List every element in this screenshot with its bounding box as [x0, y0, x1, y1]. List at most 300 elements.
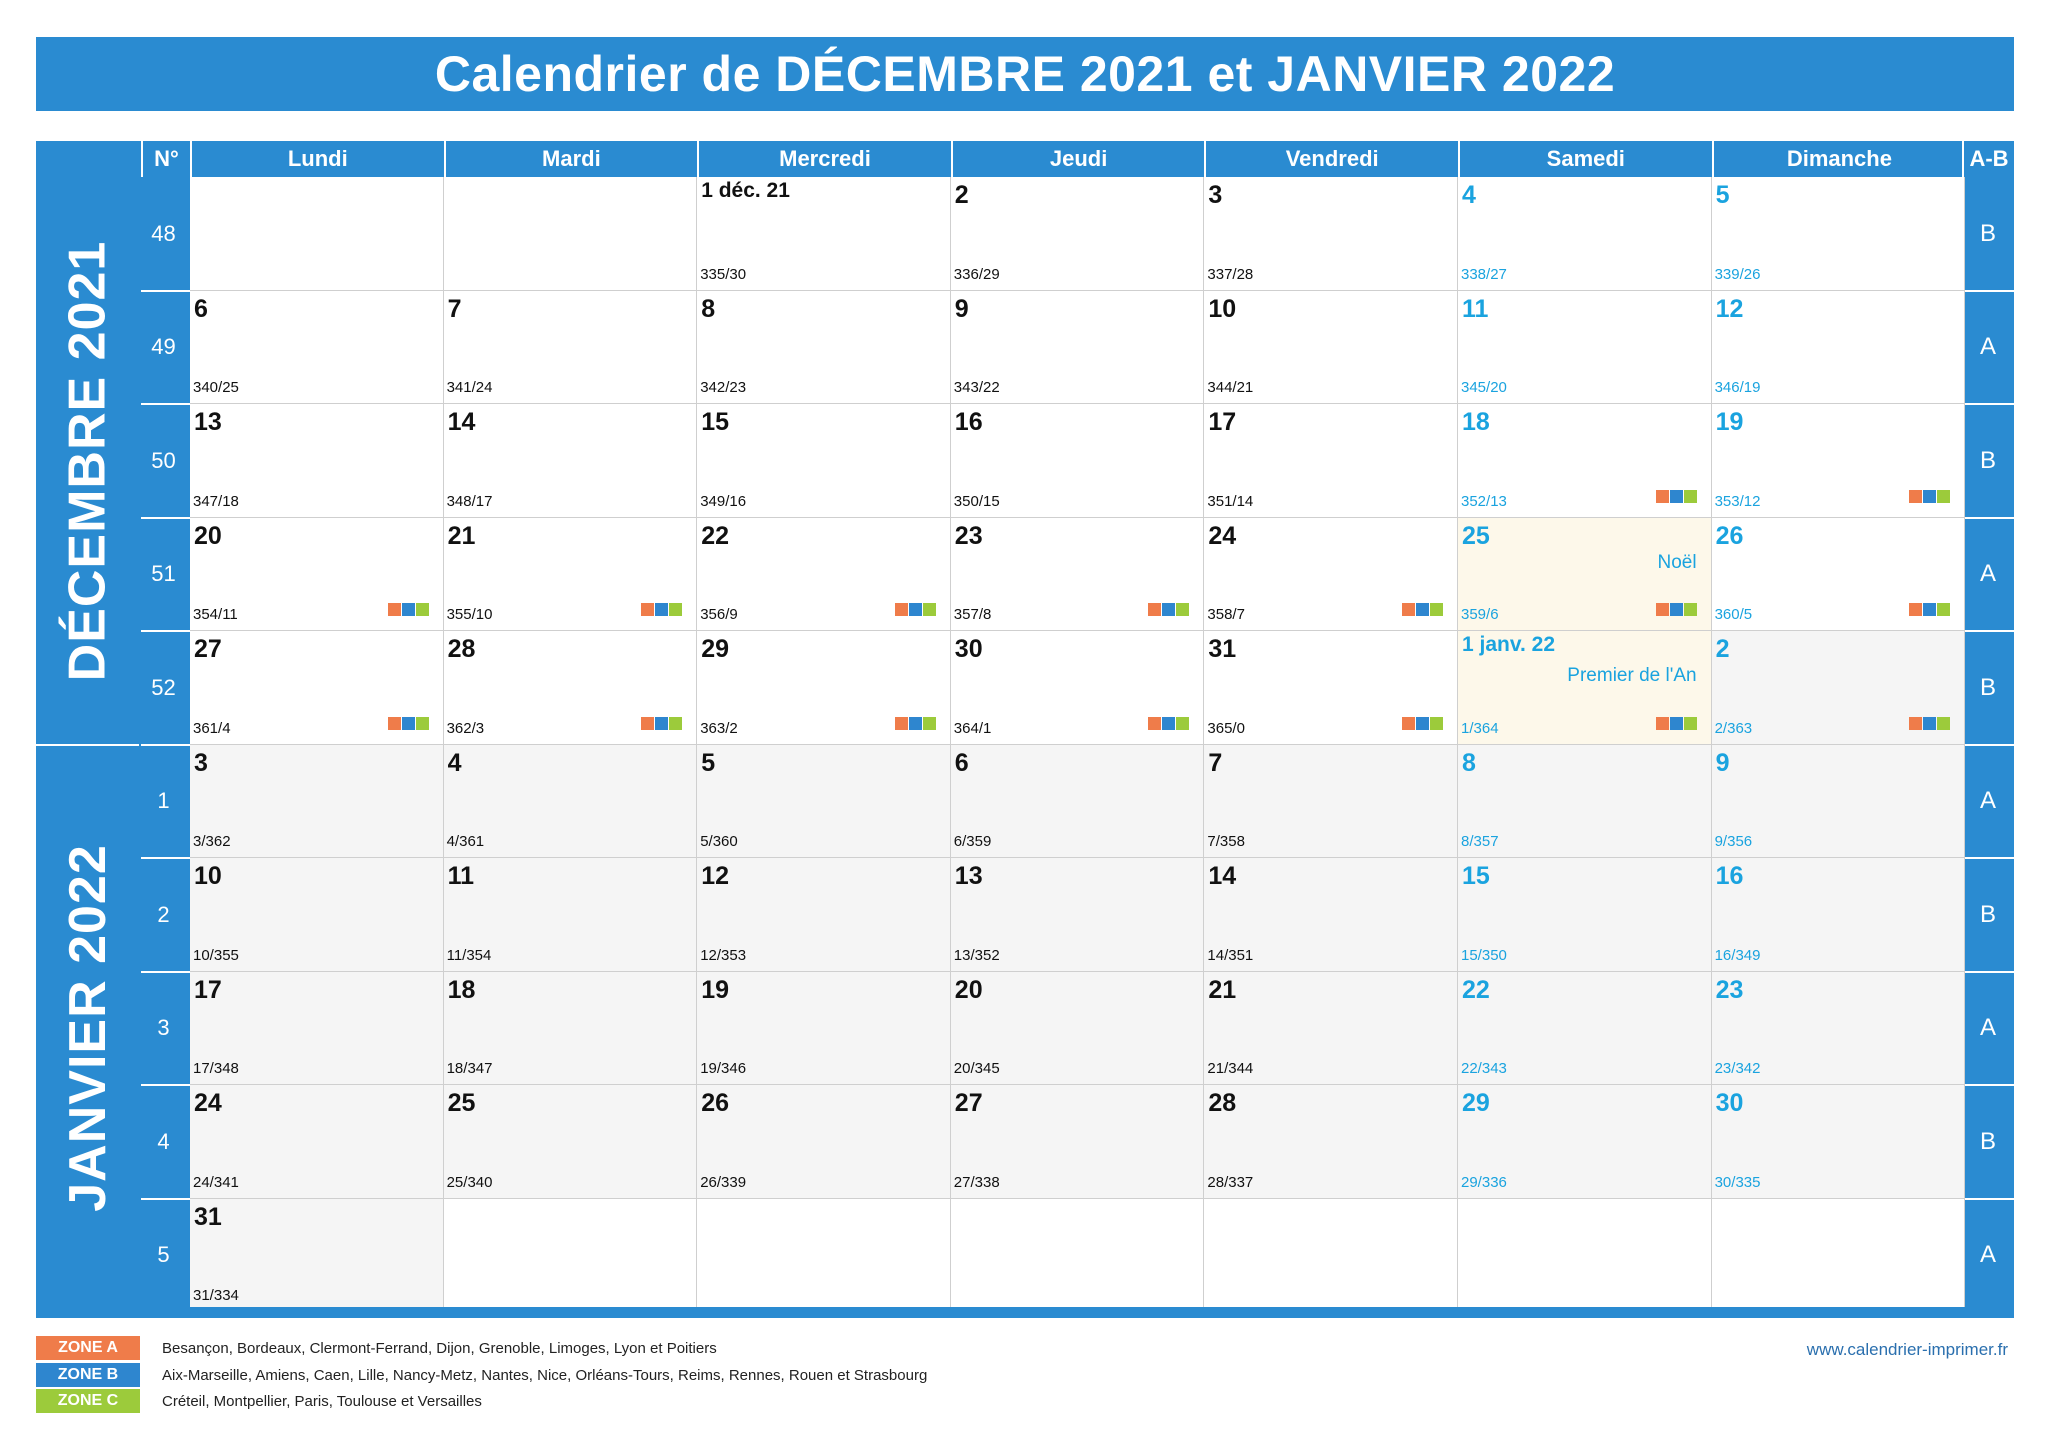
- zone-b-square: [1416, 717, 1429, 730]
- day-cell[interactable]: [190, 404, 444, 518]
- website-link[interactable]: www.calendrier-imprimer.fr: [1806, 1340, 2008, 1359]
- day-cell[interactable]: [697, 858, 951, 972]
- day-cell[interactable]: [444, 858, 698, 972]
- day-ordinal: 17/348: [193, 1060, 239, 1077]
- day-number: 29: [701, 635, 729, 663]
- week-ab-letter: A: [1979, 787, 1996, 815]
- zone-b-square: [1162, 717, 1175, 730]
- month-band-2: [36, 745, 139, 1313]
- zone-c-square: [1430, 603, 1443, 616]
- empty-day-cell: [444, 1199, 698, 1313]
- vacation-zones-icon: [1656, 717, 1697, 730]
- day-ordinal: 6/359: [953, 833, 992, 850]
- day-cell[interactable]: [444, 745, 698, 859]
- zone-tag: ZONE C: [36, 1389, 140, 1413]
- week-number: 52: [151, 674, 176, 700]
- zone-c-square: [1176, 717, 1189, 730]
- zone-tag: ZONE B: [36, 1363, 140, 1387]
- day-cell[interactable]: [951, 972, 1205, 1086]
- day-number: 27: [954, 1089, 983, 1117]
- week-number: 51: [151, 561, 176, 587]
- empty-day-cell: [190, 177, 444, 291]
- zone-c-square: [1937, 717, 1950, 730]
- zone-a-square: [1909, 717, 1922, 730]
- day-cell[interactable]: [1204, 404, 1458, 518]
- day-header-2: Mardi: [444, 141, 698, 177]
- day-cell[interactable]: [444, 972, 698, 1086]
- day-number: 7: [447, 294, 462, 323]
- zone-c-square: [669, 717, 682, 730]
- day-ordinal: 337/28: [1207, 265, 1254, 283]
- zone-c-square: [923, 603, 936, 616]
- day-cell[interactable]: [1712, 745, 1966, 859]
- day-cell[interactable]: [1712, 1085, 1966, 1199]
- zone-tag: ZONE A: [36, 1336, 140, 1360]
- day-ordinal: 347/18: [193, 492, 239, 510]
- day-ordinal: 20/345: [953, 1060, 1000, 1077]
- calendar-grid: [36, 141, 2014, 1318]
- day-cell[interactable]: [444, 291, 698, 405]
- day-ordinal: 27/338: [953, 1173, 1000, 1191]
- day-cell[interactable]: [697, 291, 951, 405]
- day-cell[interactable]: [444, 518, 698, 632]
- empty-day-cell: [1458, 1199, 1712, 1313]
- zone-a-square: [1402, 717, 1415, 730]
- zone-cities: Besançon, Bordeaux, Clermont-Ferrand, Dijon, Grenoble, Limoges, Lyon et Poitiers: [162, 1339, 717, 1357]
- vacation-zones-icon: [1656, 490, 1697, 503]
- day-number: 15: [1462, 862, 1490, 890]
- day-cell[interactable]: [444, 631, 698, 745]
- day-ordinal: 350/15: [953, 492, 1000, 510]
- day-number: 9: [1715, 748, 1730, 777]
- zone-a-square: [1656, 603, 1669, 616]
- day-number: 4: [447, 748, 462, 777]
- week-number: 1: [157, 788, 170, 814]
- day-number: 28: [1208, 1089, 1237, 1117]
- day-number: 27: [194, 635, 222, 663]
- zone-a-square: [1402, 603, 1415, 616]
- day-number: 23: [1715, 975, 1744, 1004]
- week-ab-letter: A: [1979, 1241, 1996, 1269]
- day-cell[interactable]: [1712, 518, 1966, 632]
- day-ordinal: 345/20: [1461, 379, 1507, 396]
- day-number: 18: [447, 975, 476, 1004]
- day-cell[interactable]: [1458, 745, 1712, 859]
- week-ab-letter: B: [1979, 446, 1996, 474]
- day-number: 24: [1208, 521, 1237, 550]
- vacation-zones-icon: [1402, 717, 1443, 730]
- day-cell[interactable]: [697, 745, 951, 859]
- zone-c-square: [416, 717, 429, 730]
- zone-c-square: [1937, 603, 1950, 616]
- day-number: 26: [1715, 521, 1744, 550]
- day-cell[interactable]: [1458, 518, 1712, 632]
- day-number: 13: [194, 408, 222, 436]
- day-number: 13: [954, 862, 983, 890]
- day-header-5: Vendredi: [1204, 141, 1458, 177]
- day-ordinal: 25/340: [446, 1173, 493, 1191]
- day-ordinal: 344/21: [1207, 379, 1254, 396]
- holiday-name: Noël: [1657, 551, 1697, 573]
- day-number: 17: [194, 975, 222, 1004]
- vacation-zones-icon: [1909, 717, 1950, 730]
- day-cell[interactable]: [1204, 518, 1458, 632]
- day-cell[interactable]: [1458, 177, 1712, 291]
- day-cell[interactable]: [1204, 177, 1458, 291]
- day-number: 12: [1715, 294, 1744, 323]
- empty-day-cell: [951, 1199, 1205, 1313]
- day-number: 19: [1715, 408, 1744, 436]
- day-number: 24: [194, 1089, 222, 1117]
- week-number-header: N°: [141, 141, 190, 177]
- day-ordinal: 352/13: [1461, 492, 1507, 510]
- day-cell[interactable]: [697, 972, 951, 1086]
- day-ordinal: 341/24: [446, 379, 493, 396]
- day-ordinal: 362/3: [446, 719, 485, 737]
- day-ordinal: 343/22: [953, 379, 1000, 396]
- week-ab-letter: B: [1979, 219, 1996, 247]
- week-ab-letter: B: [1979, 1127, 1996, 1155]
- zone-b-square: [655, 603, 668, 616]
- day-number: 8: [1462, 748, 1476, 777]
- day-number: 3: [1208, 181, 1223, 209]
- day-number: 3: [194, 748, 208, 777]
- day-number: 5: [701, 748, 716, 777]
- week-ab-letter: B: [1979, 673, 1996, 701]
- day-number: 16: [954, 408, 983, 436]
- day-cell[interactable]: [951, 404, 1205, 518]
- day-number: 30: [954, 635, 983, 663]
- week-ab-letter: B: [1979, 900, 1996, 928]
- day-ordinal: 365/0: [1207, 719, 1245, 737]
- zone-a-square: [1148, 603, 1161, 616]
- day-number: 1 déc. 21: [701, 179, 790, 202]
- day-cell[interactable]: [951, 177, 1205, 291]
- zone-c-square: [1684, 490, 1697, 503]
- day-ordinal: 355/10: [446, 606, 493, 623]
- legend-row-zone-b: [36, 1363, 927, 1387]
- zone-b-square: [402, 717, 415, 730]
- zone-b-square: [402, 603, 415, 616]
- day-number: 10: [1208, 294, 1237, 323]
- day-number: 17: [1208, 408, 1237, 436]
- zone-c-square: [1684, 603, 1697, 616]
- holiday-name: Premier de l'An: [1567, 665, 1697, 686]
- day-ordinal: 13/352: [953, 946, 1000, 964]
- title-bar: [36, 37, 2014, 111]
- day-ordinal: 22/343: [1461, 1060, 1507, 1077]
- day-cell[interactable]: [951, 518, 1205, 632]
- day-ordinal: 351/14: [1207, 492, 1254, 510]
- legend-row-zone-a: [36, 1336, 717, 1360]
- zone-a-square: [388, 603, 401, 616]
- zone-b-square: [1670, 717, 1683, 730]
- day-number: 1 janv. 22: [1462, 633, 1556, 656]
- day-ordinal: 8/357: [1461, 833, 1499, 850]
- zone-c-square: [1176, 603, 1189, 616]
- zone-a-square: [641, 603, 654, 616]
- day-number: 9: [954, 294, 969, 323]
- zone-a-square: [1148, 717, 1161, 730]
- day-ordinal: 24/341: [193, 1173, 239, 1191]
- day-number: 2: [1715, 635, 1730, 663]
- day-ordinal: 349/16: [700, 492, 747, 510]
- day-cell[interactable]: [1458, 404, 1712, 518]
- day-number: 31: [1208, 635, 1237, 663]
- zone-a-square: [641, 717, 654, 730]
- day-cell[interactable]: [190, 745, 444, 859]
- zone-c-square: [923, 717, 936, 730]
- vacation-zones-icon: [641, 717, 682, 730]
- week-ab-letter: A: [1979, 333, 1996, 361]
- day-ordinal: 354/11: [193, 606, 238, 623]
- day-number: 10: [194, 862, 222, 890]
- zone-b-square: [1162, 603, 1175, 616]
- day-ordinal: 28/337: [1207, 1173, 1254, 1191]
- bottom-band: [36, 1307, 2014, 1318]
- day-ordinal: 18/347: [446, 1060, 493, 1077]
- day-ordinal: 10/355: [193, 946, 239, 964]
- day-number: 6: [954, 748, 969, 777]
- day-cell[interactable]: [951, 745, 1205, 859]
- day-ordinal: 15/350: [1461, 946, 1507, 964]
- day-number: 21: [1208, 975, 1237, 1004]
- day-ordinal: 348/17: [446, 492, 493, 510]
- day-ordinal: 364/1: [953, 719, 992, 737]
- day-ordinal: 31/334: [193, 1287, 239, 1304]
- day-number: 23: [954, 521, 983, 550]
- week-number: 5: [157, 1242, 170, 1268]
- day-cell[interactable]: [1712, 291, 1966, 405]
- day-number: 7: [1208, 748, 1223, 777]
- day-cell[interactable]: [190, 291, 444, 405]
- day-ordinal: 346/19: [1714, 379, 1761, 396]
- day-ordinal: 9/356: [1714, 833, 1753, 850]
- day-cell[interactable]: [951, 1085, 1205, 1199]
- week-number: 48: [151, 220, 176, 246]
- day-number: 28: [447, 635, 476, 663]
- day-cell[interactable]: [1458, 858, 1712, 972]
- day-number: 31: [194, 1202, 222, 1231]
- month-label: JANVIER 2022: [58, 844, 117, 1213]
- zone-cities: Aix-Marseille, Amiens, Caen, Lille, Nancy-Metz, Nantes, Nice, Orléans-Tours, Reims, Rennes, Rouen et Strasbourg: [162, 1366, 928, 1384]
- zone-a-square: [1909, 603, 1922, 616]
- day-header-3: Mercredi: [697, 141, 951, 177]
- day-cell[interactable]: [190, 1085, 444, 1199]
- zone-a-square: [895, 717, 908, 730]
- day-cell[interactable]: [697, 1085, 951, 1199]
- day-ordinal: 342/23: [700, 379, 747, 396]
- day-ordinal: 340/25: [193, 379, 239, 396]
- day-number: 20: [954, 975, 983, 1004]
- day-ordinal: 360/5: [1714, 606, 1753, 623]
- day-number: 14: [1208, 862, 1237, 890]
- day-ordinal: 12/353: [700, 946, 747, 964]
- week-number: 4: [157, 1128, 170, 1154]
- day-cell[interactable]: [697, 404, 951, 518]
- week-ab-letter: A: [1979, 560, 1996, 588]
- day-cell[interactable]: [444, 1085, 698, 1199]
- vacation-zones-icon: [1909, 490, 1950, 503]
- day-number: 19: [701, 975, 729, 1004]
- day-cell[interactable]: [1458, 972, 1712, 1086]
- day-number: 14: [447, 408, 476, 436]
- day-cell[interactable]: [1458, 291, 1712, 405]
- day-ordinal: 4/361: [446, 833, 485, 850]
- vacation-zones-icon: [1656, 603, 1697, 616]
- day-cell[interactable]: [1204, 972, 1458, 1086]
- week-number: 50: [151, 447, 176, 473]
- day-ordinal: 30/335: [1714, 1173, 1761, 1191]
- day-cell[interactable]: [1204, 745, 1458, 859]
- vacation-zones-icon: [895, 717, 936, 730]
- week-ab-letter: A: [1979, 1014, 1996, 1042]
- day-cell[interactable]: [190, 972, 444, 1086]
- vacation-zones-icon: [1909, 603, 1950, 616]
- zone-b-square: [1923, 717, 1936, 730]
- day-number: 11: [447, 862, 475, 890]
- day-number: 2: [954, 181, 969, 209]
- day-ordinal: 19/346: [700, 1060, 747, 1077]
- day-number: 22: [1462, 975, 1490, 1004]
- empty-day-cell: [1712, 1199, 1966, 1313]
- day-ordinal: 29/336: [1461, 1173, 1507, 1191]
- day-ordinal: 1/364: [1461, 719, 1499, 737]
- empty-day-cell: [1204, 1199, 1458, 1313]
- day-number: 12: [701, 862, 729, 890]
- day-cell[interactable]: [1712, 404, 1966, 518]
- day-ordinal: 16/349: [1714, 946, 1761, 964]
- day-cell[interactable]: [190, 858, 444, 972]
- day-cell[interactable]: [951, 291, 1205, 405]
- day-number: 26: [701, 1089, 729, 1117]
- day-number: 15: [701, 408, 729, 436]
- day-number: 21: [447, 521, 476, 550]
- day-ordinal: 357/8: [953, 606, 992, 623]
- vacation-zones-icon: [1402, 603, 1443, 616]
- week-number: 49: [151, 334, 176, 360]
- day-cell[interactable]: [697, 518, 951, 632]
- empty-day-cell: [697, 1199, 951, 1313]
- day-ordinal: 361/4: [193, 719, 231, 737]
- day-number: 29: [1462, 1089, 1490, 1117]
- day-number: 5: [1715, 181, 1730, 209]
- zone-b-square: [1670, 490, 1683, 503]
- day-cell[interactable]: [1712, 631, 1966, 745]
- zone-c-square: [1430, 717, 1443, 730]
- day-number: 4: [1462, 181, 1476, 209]
- day-ordinal: 2/363: [1714, 719, 1753, 737]
- day-cell[interactable]: [190, 518, 444, 632]
- zone-b-square: [909, 717, 922, 730]
- day-header-6: Samedi: [1458, 141, 1712, 177]
- day-ordinal: 335/30: [700, 265, 747, 283]
- day-number: 22: [701, 521, 729, 550]
- zone-b-square: [909, 603, 922, 616]
- day-cell[interactable]: [190, 631, 444, 745]
- zone-b-square: [1416, 603, 1429, 616]
- vacation-zones-icon: [1148, 717, 1189, 730]
- zone-b-square: [1670, 603, 1683, 616]
- day-number: 11: [1462, 294, 1489, 323]
- day-cell[interactable]: [1712, 972, 1966, 1086]
- zone-b-square: [655, 717, 668, 730]
- day-number: 6: [194, 294, 208, 323]
- vacation-zones-icon: [1148, 603, 1189, 616]
- vacation-zones-icon: [641, 603, 682, 616]
- month-separator: [36, 744, 139, 746]
- day-ordinal: 21/344: [1207, 1060, 1254, 1077]
- day-cell[interactable]: [951, 631, 1205, 745]
- day-cell[interactable]: [697, 631, 951, 745]
- day-ordinal: 358/7: [1207, 606, 1245, 623]
- day-ordinal: 353/12: [1714, 492, 1761, 510]
- day-ordinal: 11/354: [446, 946, 492, 964]
- month-label: DÉCEMBRE 2021: [58, 240, 117, 682]
- day-header-7: Dimanche: [1712, 141, 1966, 177]
- day-ordinal: 23/342: [1714, 1060, 1761, 1077]
- week-number: 3: [157, 1015, 170, 1041]
- day-cell[interactable]: [190, 1199, 444, 1313]
- empty-day-cell: [444, 177, 698, 291]
- day-number: 30: [1715, 1089, 1744, 1117]
- vacation-zones-icon: [388, 717, 429, 730]
- zone-c-square: [1684, 717, 1697, 730]
- day-cell[interactable]: [1458, 1085, 1712, 1199]
- zone-b-square: [1923, 490, 1936, 503]
- day-ordinal: 336/29: [953, 265, 1000, 283]
- zone-a-square: [895, 603, 908, 616]
- day-cell[interactable]: [951, 858, 1205, 972]
- day-header-1: Lundi: [190, 141, 444, 177]
- day-number: 18: [1462, 408, 1490, 436]
- zone-c-square: [669, 603, 682, 616]
- day-cell[interactable]: [1204, 1085, 1458, 1199]
- day-cell[interactable]: [1712, 177, 1966, 291]
- day-number: 20: [194, 521, 222, 550]
- day-cell[interactable]: [1204, 858, 1458, 972]
- day-cell[interactable]: [1204, 291, 1458, 405]
- zone-a-square: [1656, 717, 1669, 730]
- day-cell[interactable]: [1204, 631, 1458, 745]
- month-band-1: [36, 177, 139, 745]
- zone-b-square: [1923, 603, 1936, 616]
- day-ordinal: 3/362: [193, 833, 231, 850]
- zone-a-square: [1909, 490, 1922, 503]
- zone-c-square: [1937, 490, 1950, 503]
- zone-c-square: [416, 603, 429, 616]
- legend-row-zone-c: [36, 1389, 482, 1413]
- day-ordinal: 5/360: [700, 833, 738, 850]
- vacation-zones-icon: [895, 603, 936, 616]
- day-number: 25: [447, 1089, 476, 1117]
- day-cell[interactable]: [1458, 631, 1712, 745]
- page-title: Calendrier de DÉCEMBRE 2021 et JANVIER 2022: [434, 46, 1616, 102]
- day-ordinal: 26/339: [700, 1173, 747, 1191]
- day-ordinal: 7/358: [1207, 833, 1245, 850]
- day-number: 16: [1715, 862, 1744, 890]
- day-number: 25: [1462, 521, 1490, 550]
- day-cell[interactable]: [444, 404, 698, 518]
- zone-a-square: [388, 717, 401, 730]
- day-ordinal: 339/26: [1714, 265, 1761, 283]
- week-number: 2: [157, 901, 170, 927]
- day-ordinal: 359/6: [1461, 606, 1499, 623]
- day-cell[interactable]: [697, 177, 951, 291]
- day-cell[interactable]: [1712, 858, 1966, 972]
- day-ordinal: 338/27: [1461, 265, 1507, 283]
- vacation-zones-icon: [388, 603, 429, 616]
